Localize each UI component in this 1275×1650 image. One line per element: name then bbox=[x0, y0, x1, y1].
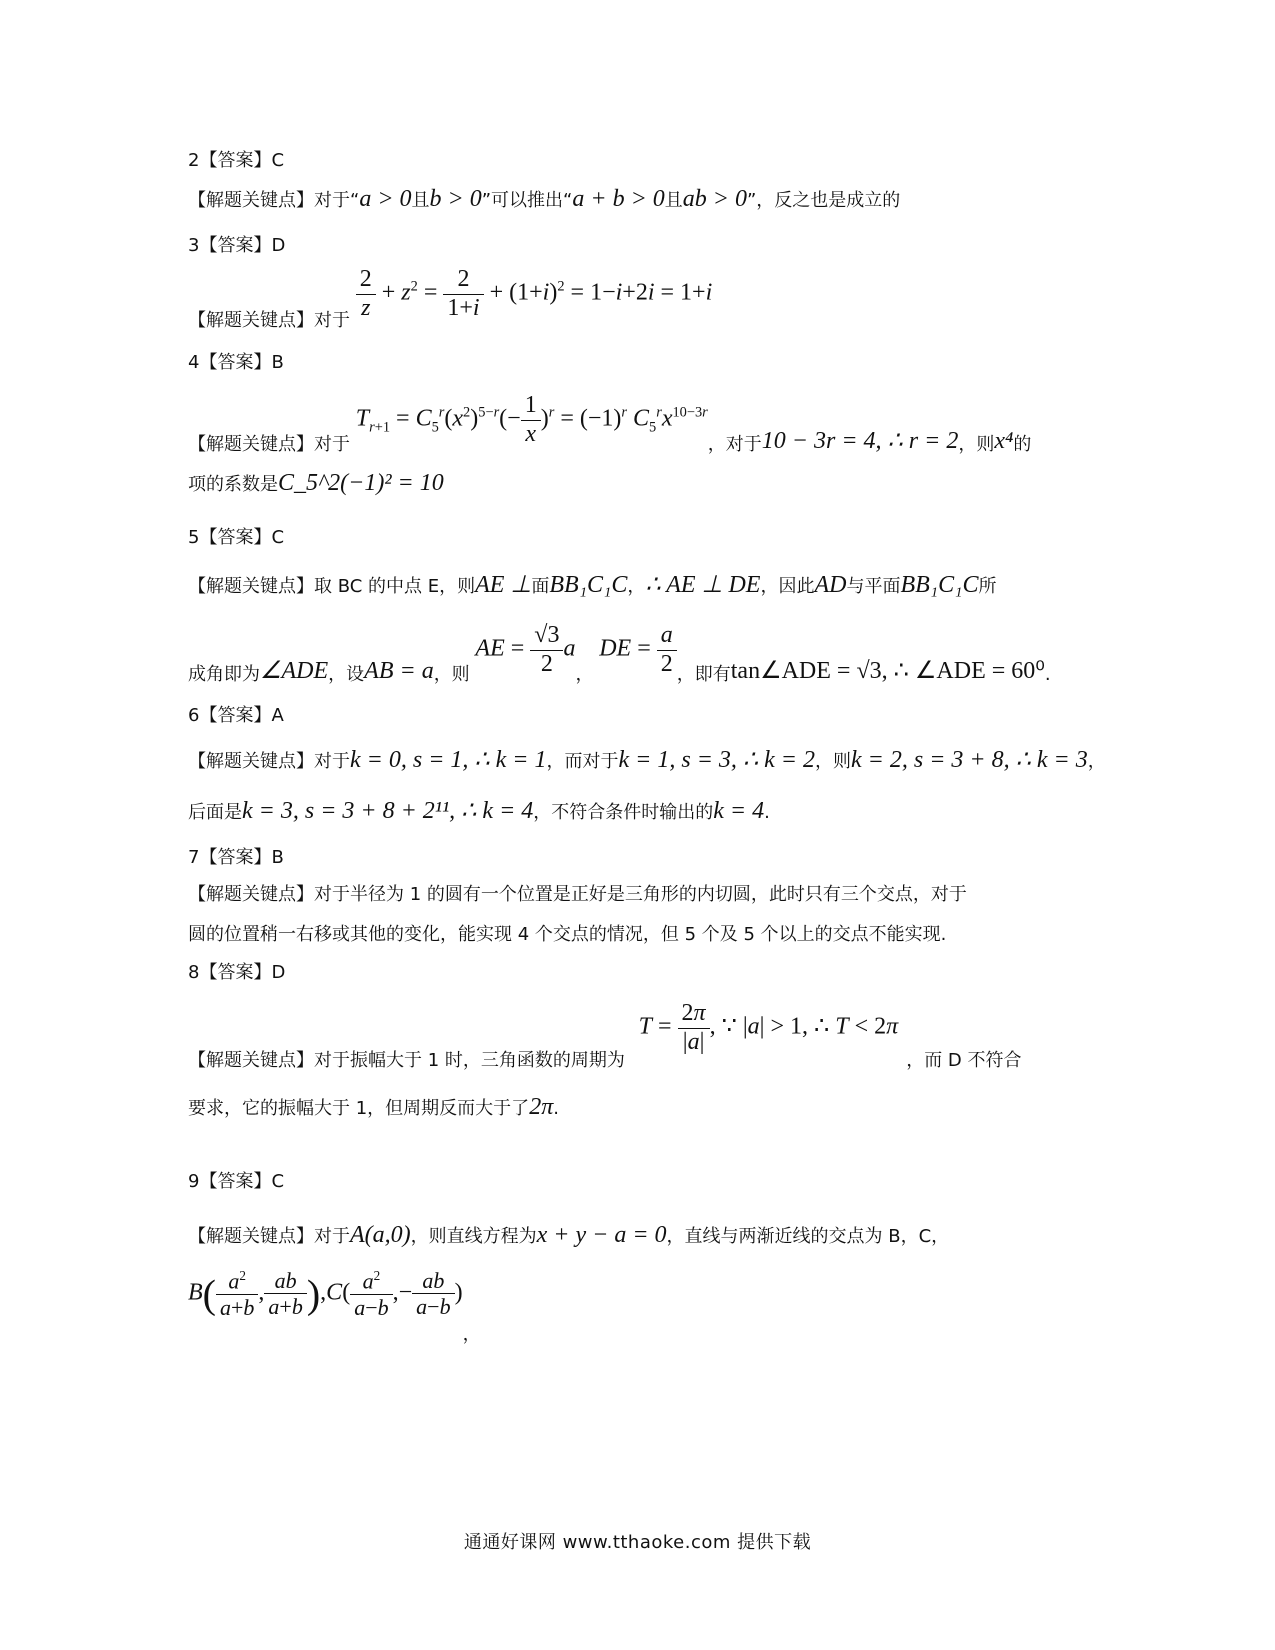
math-expr: ∠ADE bbox=[260, 658, 329, 684]
formula-de: DE = $\frac{a}{2}$ bbox=[599, 622, 677, 678]
math-expr: ab > 0 bbox=[682, 186, 747, 212]
explanation-5-cont: 成角即为∠ADE，设AB = a，则 AE = $\frac{√3}{2}$ a， DE = $\frac{a}{2}$ ，即有tan∠ADE = √3, ∴ ∠ADE = 60⁰. bbox=[188, 622, 1051, 685]
math-expr: 2π bbox=[529, 1094, 554, 1120]
math-expr: BB₁C₁C bbox=[900, 572, 979, 598]
explanation-9: 【解题关键点】对于A(a,0)，则直线方程为x + y − a = 0，直线与两渐近线的交点为 B，C， bbox=[188, 1222, 950, 1248]
key-point-label: 【解题关键点】 bbox=[188, 1226, 314, 1247]
math-expr: x + y − a = 0 bbox=[536, 1222, 667, 1248]
math-expr: a > 0 bbox=[359, 186, 412, 212]
math-expr: k = 3, s = 3 + 8 + 2¹¹, ∴ k = 4 bbox=[242, 798, 534, 824]
math-expr: k = 0, s = 1, ∴ k = 1 bbox=[350, 747, 547, 773]
key-point-label: 【解题关键点】 bbox=[188, 884, 314, 905]
key-point-label: 【解题关键点】 bbox=[188, 190, 314, 211]
math-expr: ∴ AE ⊥ DE bbox=[645, 572, 761, 598]
explanation-3: 【解题关键点】对于 $\frac{2}{z}$ + $z^2$ = $\frac{2}{1+i}$ + $(1+i)^2 = 1-i+2i = 1+i$ bbox=[188, 266, 713, 331]
explanation-4: 【解题关键点】对于 $T_{r+1} = C_5^r(x^2)^{5-r}(-$ $\frac{1}{x}$ )$^r = (-1)^r$ $C_5^rx^{10-3r}$，对于10 − 3r = 4, ∴ r = 2，则x⁴的 bbox=[188, 392, 1032, 455]
formula-intersections: B( $\frac{a^2}{a+b}$ , $\frac{ab}{a+b}$ ),C( $\frac{a^2}{a-b}$ ,− $\frac{ab}{a-b}$ ) bbox=[188, 1268, 463, 1320]
answer-7: 7【答案】B bbox=[188, 847, 284, 868]
math-expr: 10 − 3r = 4, ∴ r = 2 bbox=[761, 428, 959, 454]
math-expr: k = 2, s = 3 + 8, ∴ k = 3 bbox=[851, 747, 1088, 773]
math-expr: AB = a bbox=[364, 658, 434, 684]
formula-complex: $\frac{2}{z}$ + $z^2$ = $\frac{2}{1+i}$ + $(1+i)^2 = 1-i+2i = 1+i$ bbox=[356, 266, 713, 322]
math-expr: BB₁C₁C bbox=[549, 572, 628, 598]
math-expr: tan∠ADE = √3, ∴ ∠ADE = 60⁰ bbox=[730, 658, 1045, 684]
key-point-label: 【解题关键点】 bbox=[188, 434, 314, 455]
explanation-7: 【解题关键点】对于半径为 1 的圆有一个位置是正好是三角形的内切圆，此时只有三个交点，对于 bbox=[188, 884, 967, 905]
key-point-label: 【解题关键点】 bbox=[188, 576, 314, 597]
math-expr: b > 0 bbox=[429, 186, 482, 212]
formula-ae: AE = $\frac{√3}{2}$ a bbox=[475, 622, 576, 677]
explanation-7-cont: 圆的位置稍一右移或其他的变化，能实现 4 个交点的情况，但 5 个及 5 个以上的交点不能实现. bbox=[188, 924, 947, 945]
math-expr: C_5^2(−1)² = 10 bbox=[278, 470, 444, 496]
formula-period: T = $\frac{2\pi}{|a|}$ , ∵ |a| > 1, ∴ T < 2π bbox=[638, 1000, 899, 1055]
answer-6: 6【答案】A bbox=[188, 705, 284, 726]
math-expr: x⁴ bbox=[994, 428, 1014, 454]
explanation-2: 【解题关键点】对于“a > 0且b > 0”可以推出“a + b > 0且ab > 0”，反之也是成立的 bbox=[188, 186, 901, 212]
math-expr: k = 1, s = 3, ∴ k = 2 bbox=[618, 747, 815, 773]
answer-4: 4【答案】B bbox=[188, 352, 284, 373]
explanation-5: 【解题关键点】取 BC 的中点 E，则AE ⊥面BB₁C₁C，∴ AE ⊥ DE，因此AD与平面BB₁C₁C所 bbox=[188, 572, 997, 598]
math-expr: a + b > 0 bbox=[572, 186, 665, 212]
page-footer: 通通好课网 www.tthaoke.com 提供下载 bbox=[463, 1532, 812, 1553]
explanation-6: 【解题关键点】对于k = 0, s = 1, ∴ k = 1，而对于k = 1, s = 3, ∴ k = 2，则k = 2, s = 3 + 8, ∴ k = 3， bbox=[188, 747, 1106, 773]
explanation-9-cont: B( $\frac{a^2}{a+b}$ , $\frac{ab}{a+b}$ ),C( $\frac{a^2}{a-b}$ ,− $\frac{ab}{a-b}$ )， bbox=[188, 1268, 481, 1345]
formula-binomial: $T_{r+1} = C_5^r(x^2)^{5-r}(-$ $\frac{1}{x}$ )$^r = (-1)^r$ $C_5^rx^{10-3r}$ bbox=[355, 392, 708, 447]
explanation-6-cont: 后面是k = 3, s = 3 + 8 + 2¹¹, ∴ k = 4，不符合条件时输出的k = 4. bbox=[188, 798, 770, 824]
explanation-4-cont: 项的系数是C_5^2(−1)² = 10 bbox=[188, 470, 444, 496]
math-expr: AD bbox=[814, 572, 847, 598]
key-point-label: 【解题关键点】 bbox=[188, 1050, 314, 1071]
answer-8: 8【答案】D bbox=[188, 962, 286, 983]
math-expr: AE ⊥ bbox=[475, 572, 532, 598]
explanation-8: 【解题关键点】对于振幅大于 1 时，三角函数的周期为 T = $\frac{2\pi}{|a|}$ , ∵ |a| > 1, ∴ T < 2π，而 D 不符合 bbox=[188, 1000, 1022, 1071]
answer-2: 2【答案】C bbox=[188, 150, 285, 171]
key-point-label: 【解题关键点】 bbox=[188, 310, 314, 331]
explanation-8-cont: 要求，它的振幅大于 1，但周期反而大于了2π. bbox=[188, 1094, 559, 1120]
answer-5: 5【答案】C bbox=[188, 527, 285, 548]
key-point-label: 【解题关键点】 bbox=[188, 751, 314, 772]
math-expr: A(a,0) bbox=[350, 1222, 411, 1248]
answer-9: 9【答案】C bbox=[188, 1171, 285, 1192]
answer-3: 3【答案】D bbox=[188, 235, 286, 256]
math-expr: k = 4 bbox=[713, 798, 765, 824]
